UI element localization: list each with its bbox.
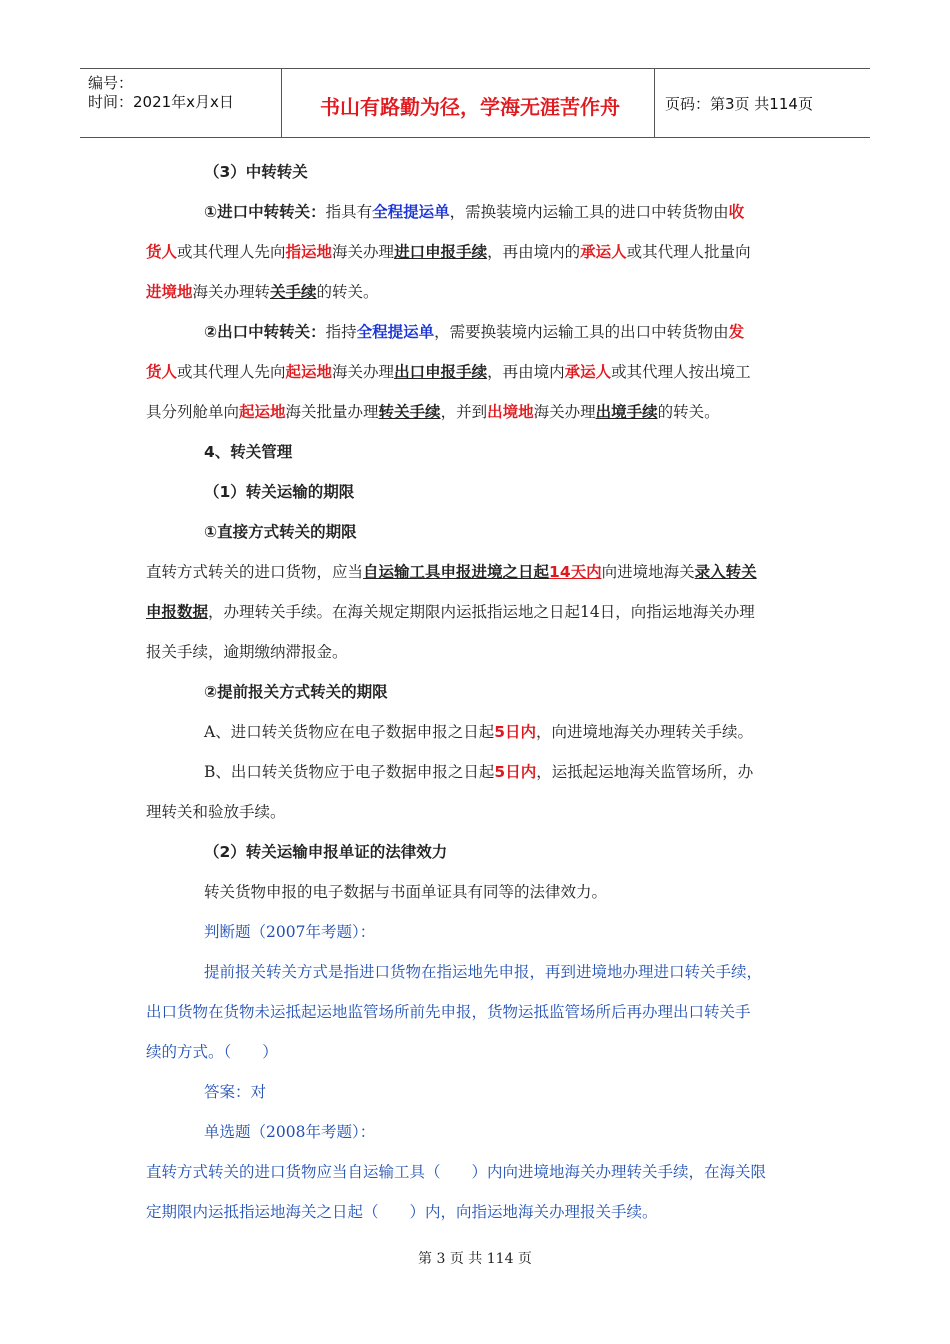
highlight: 货人 — [146, 363, 178, 381]
paragraph-line — [204, 202, 744, 222]
page-footer: 第 3 页 共 114 页 — [418, 1251, 532, 1267]
paragraph-line — [146, 242, 751, 262]
section-heading: （1）转关运输的期限 — [204, 483, 355, 501]
paragraph-line: 理转关和验放手续。 — [146, 803, 286, 821]
question-line: 定期限内运抵指运地海关之日起（ ）内，向指运地海关办理报关手续。 — [146, 1203, 658, 1221]
underlined-term: 申报数据 — [146, 603, 209, 621]
text: 指持 — [325, 323, 357, 341]
highlight: 发 — [728, 323, 745, 341]
text: 或其代理人批量向 — [626, 243, 751, 261]
header-divider — [281, 69, 282, 137]
question-line: 直转方式转关的进口货物应当自运输工具（ ）内向进境地海关办理转关手续，在海关限 — [146, 1163, 767, 1181]
paragraph-line — [146, 402, 720, 422]
paragraph-line — [146, 362, 751, 382]
text: ，需换装境内运输工具的进口中转货物由 — [449, 203, 729, 221]
highlight: 承运人 — [564, 363, 612, 381]
text: 指具有 — [325, 203, 373, 221]
highlight: 全程提运单 — [356, 323, 435, 341]
text: ，再由境内 — [487, 363, 565, 381]
underlined-term: 录入转关 — [694, 563, 757, 581]
highlight: 5日内 — [494, 763, 537, 781]
paragraph-line — [146, 282, 379, 302]
text: 的转关。 — [657, 403, 720, 421]
highlight: 5日内 — [494, 723, 536, 741]
highlight: 出境地 — [487, 403, 534, 421]
text: ，需要换装境内运输工具的出口中转货物由 — [434, 323, 729, 341]
underlined-term: 出境手续 — [595, 403, 658, 421]
underlined-term: 转关手续 — [378, 403, 441, 421]
term: ②出口中转转关： — [204, 323, 326, 341]
text: A、进口转关货物应在电子数据申报之日起 — [204, 723, 495, 741]
question-title: 判断题（2007年考题）： — [204, 923, 376, 941]
underlined-term: 关手续 — [270, 283, 317, 301]
section-heading: ①直接方式转关的期限 — [204, 523, 357, 541]
section-heading: （2）转关运输申报单证的法律效力 — [204, 843, 448, 861]
underlined-term: 出口申报手续 — [394, 363, 488, 381]
text: ，运抵起运地海关监管场所，办 — [536, 763, 754, 781]
text: 向进境地海关 — [601, 563, 695, 581]
section-heading: （3）中转转关 — [204, 163, 308, 181]
highlight: 指运地 — [285, 243, 333, 261]
text: 直转方式转关的进口货物，应当 — [146, 563, 364, 581]
text: ，向进境地海关办理转关手续。 — [536, 723, 754, 741]
highlight: 起运地 — [285, 363, 333, 381]
highlight: 货人 — [146, 243, 178, 261]
paragraph-line: 转关货物申报的电子数据与书面单证具有同等的法律效力。 — [204, 883, 608, 901]
text: 海关办理 — [533, 403, 596, 421]
text: 或其代理人先向 — [177, 243, 286, 261]
question-line: 续的方式。（ ） — [146, 1043, 278, 1061]
paragraph-line — [204, 762, 753, 782]
text: 的转关。 — [316, 283, 379, 301]
question-line: 提前报关转关方式是指进口货物在指运地先申报，再到进境地办理进口转关手续， — [204, 963, 763, 981]
text: 海关办理 — [332, 363, 395, 381]
question-title: 单选题（2008年考题）： — [204, 1123, 376, 1141]
question-answer: 答案：对 — [204, 1083, 267, 1101]
question-line: 出口货物在货物未运抵起运地监管场所前先申报，货物运抵监管场所后再办理出口转关手 — [146, 1003, 751, 1021]
highlight: 承运人 — [580, 243, 627, 261]
text: 或其代理人按出境工 — [611, 363, 751, 381]
paragraph-line — [146, 562, 757, 582]
text: 海关办理转 — [192, 283, 271, 301]
section-heading: 4、转关管理 — [204, 443, 293, 461]
paragraph-line — [204, 722, 753, 742]
header-motto: 书山有路勤为径，学海无涯苦作舟 — [320, 95, 620, 119]
text: ，并到 — [440, 403, 488, 421]
text: 海关批量办理 — [285, 403, 379, 421]
underlined-term: 进口申报手续 — [394, 243, 488, 261]
highlight: 全程提运单 — [372, 203, 450, 221]
highlight: 进境地 — [146, 283, 193, 301]
header-divider — [654, 69, 655, 137]
text: ，办理转关手续。在海关规定期限内运抵指运地之日起14日，向指运地海关办理 — [208, 603, 755, 621]
highlight: 收 — [728, 203, 745, 221]
document-header — [80, 68, 870, 138]
text: 或其代理人先向 — [177, 363, 286, 381]
doc-date-label: 时间：2021年x月x日 — [88, 93, 234, 111]
highlight: 14天内 — [549, 563, 602, 581]
paragraph-line — [204, 322, 744, 342]
underlined-term: 自运输工具申报进境之日起 — [363, 563, 550, 581]
section-heading: ②提前报关方式转关的期限 — [204, 683, 388, 701]
text: 海关办理 — [332, 243, 395, 261]
text: B、出口转关货物应于电子数据申报之日起 — [204, 763, 495, 781]
text: 具分列舱单向 — [146, 403, 240, 421]
doc-number-label: 编号： — [88, 74, 134, 92]
highlight: 起运地 — [239, 403, 286, 421]
paragraph-line — [146, 602, 755, 622]
text: ，再由境内的 — [487, 243, 581, 261]
term: ①进口中转转关： — [204, 203, 326, 221]
header-page-number: 页码：第3页 共114页 — [665, 95, 813, 113]
paragraph-line: 报关手续，逾期缴纳滞报金。 — [146, 643, 348, 661]
